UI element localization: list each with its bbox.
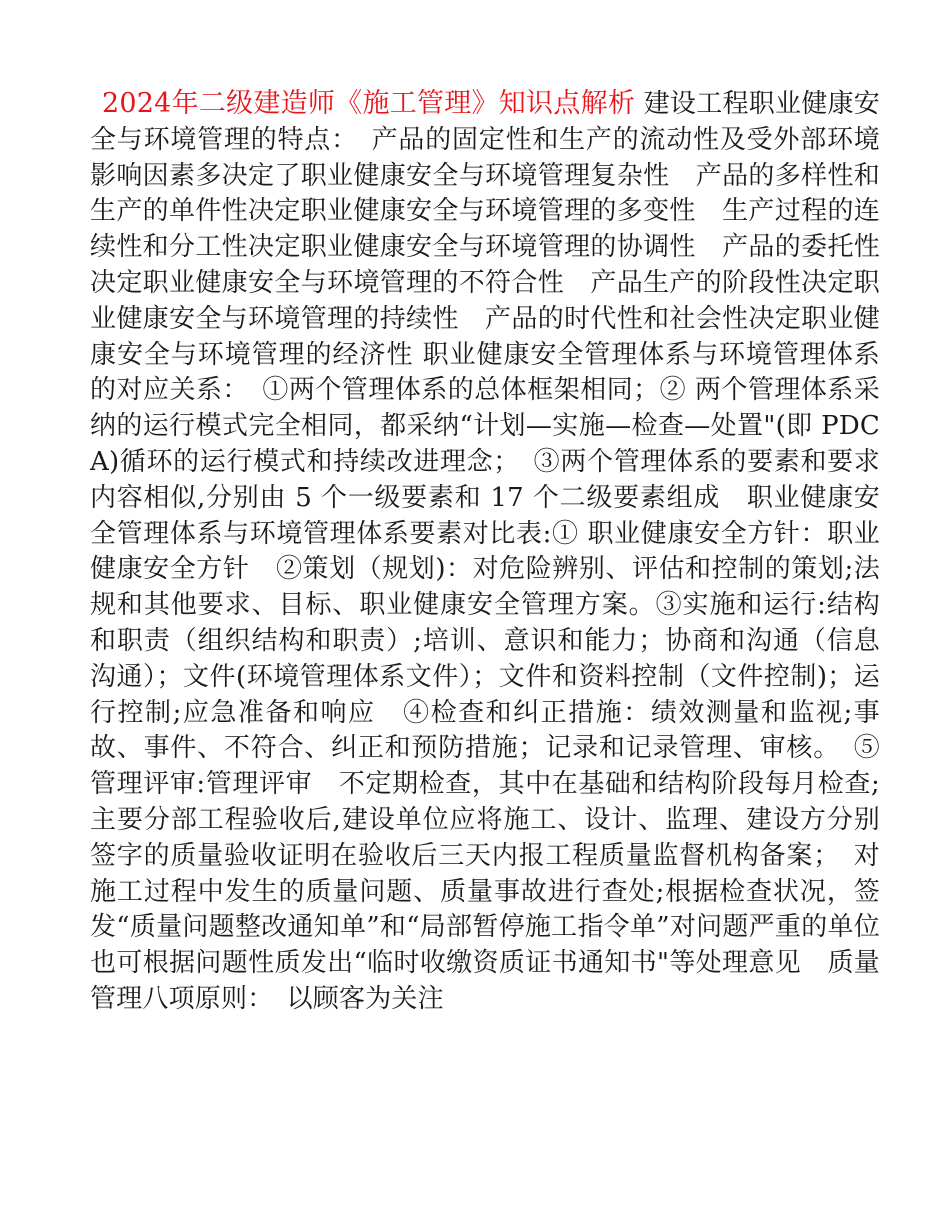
document-page bbox=[90, 86, 907, 1018]
body-paragraph bbox=[90, 86, 907, 1018]
document-title: 2024年二级建造师《施工管理》知识点解析 bbox=[102, 88, 636, 119]
body-text: 建设工程职业健康安全与环境管理的特点： 产品的固定性和生产的流动性及受外部环境影响因素多决定了职业健康安全与环境管理复杂性 产品的多样性和生产的单件性决定职业健康安全与环境管理的多变性 生产过程的连续性和分工性决定职业健康安全与环境管理的协调性 产品的委托性决定职业健康安全与环境管理的不符合性 产品生产的阶段性决定职业健康安全与环境管理的持续性 产品的时代性和社会性决定职业健康安全与环境管理的经济性 职业健康安全管理体系与环境管理体系的对应关系： ①两个管理体系的总体框架相同；② 两个管理体系采纳的运行模式完全相同，都采纳“计划—实施—检查—处置"(即 PDCA)循环的运行模式和持续改进理念； ③两个管理体系的要素和要求内容相似,分别由 5 个一级要素和 17 个二级要素组成 职业健康安全管理体系与环境管理体系要素对比表:① 职业健康安全方针：职业健康安全方针 ②策划（规划)：对危险辨别、评估和控制的策划;法规和其他要求、目标、职业健康安全管理方案。③实施和运行:结构和职责（组织结构和职责）;培训、意识和能力；协商和沟通（信息沟通）；文件(环境管理体系文件）；文件和资料控制（文件控制)；运行控制;应急准备和响应 ④检查和纠正措施：绩效测量和监视;事故、事件、不符合、纠正和预防措施；记录和记录管理、审核。 ⑤管理评审:管理评审 不定期检查，其中在基础和结构阶段每月检查; 主要分部工程验收后,建设单位应将施工、设计、监理、建设方分别签字的质量验收证明在验收后三天内报工程质量监督机构备案； 对施工过程中发生的质量问题、质量事故进行查处;根据检查状况，签发“质量问题整改通知单”和“局部暂停施工指令单”对问题严重的单位也可根据问题性质发出“临时收缴资质证书通知书"等处理意见 质量管理八项原则： 以顾客为关注 bbox=[90, 89, 907, 1014]
